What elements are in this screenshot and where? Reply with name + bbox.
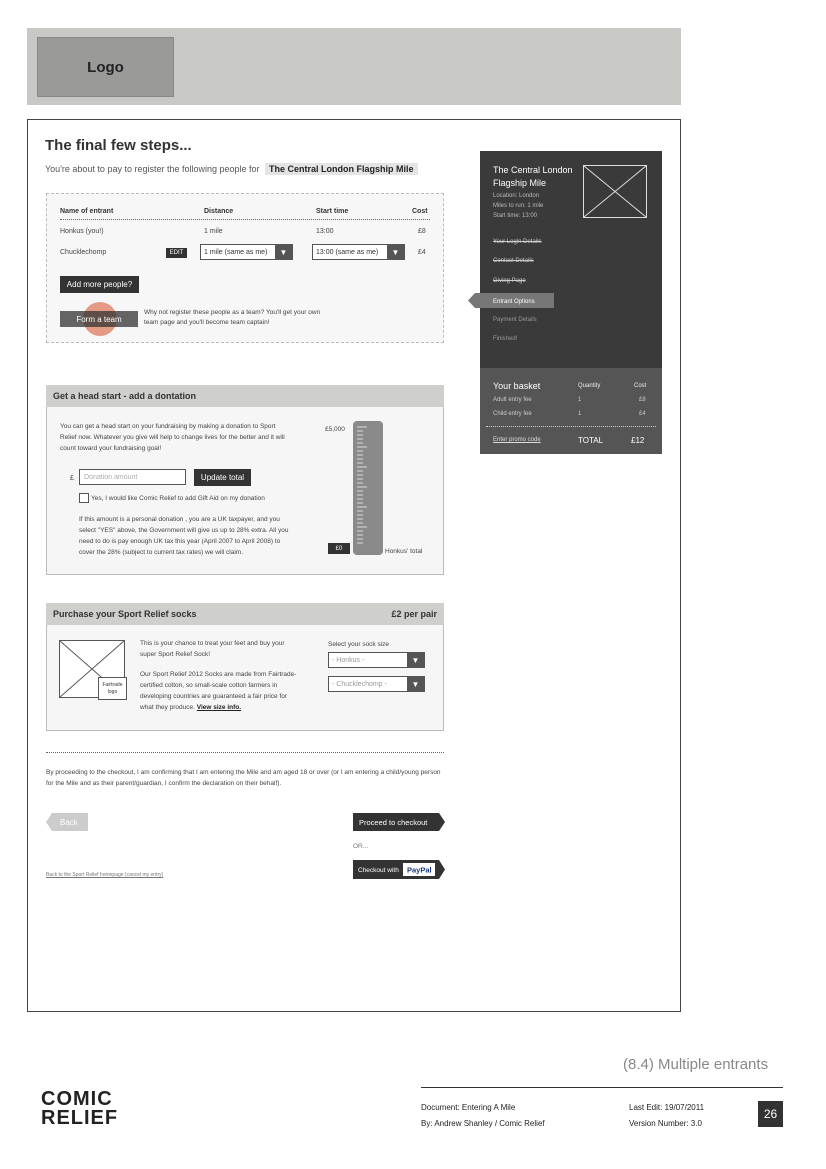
- column-header-cost: Cost: [412, 208, 428, 215]
- basket-divider: [486, 426, 656, 427]
- sidebar-step-payment: Payment Details: [493, 317, 537, 323]
- sock-size-select-honkus[interactable]: [328, 652, 425, 668]
- update-total-button[interactable]: Update total: [194, 469, 251, 486]
- image-placeholder-icon: [584, 166, 646, 217]
- checkout-divider: [46, 752, 444, 753]
- basket-item-cost: £8: [639, 397, 646, 403]
- start-time-select[interactable]: [312, 244, 405, 260]
- gift-aid-checkbox[interactable]: [79, 493, 89, 503]
- socks-heading: Purchase your Sport Relief socks: [53, 609, 197, 619]
- thermometer-current-tag: £0: [328, 543, 350, 554]
- table-divider: [60, 219, 430, 220]
- thermometer-ticks: [353, 421, 383, 555]
- entrant-distance: 1 mile: [204, 228, 223, 235]
- distance-value: 1 mile (same as me): [204, 248, 268, 256]
- comic-relief-logo: [41, 1090, 118, 1128]
- donation-heading: Get a head start - add a dontation: [46, 385, 444, 407]
- entrant-name: Chucklechomp: [60, 249, 107, 256]
- sidebar-miles: Miles to run: 1 mile: [493, 203, 544, 209]
- proceed-label: Proceed to checkout: [359, 818, 428, 827]
- document-name: Document: Entering A Mile: [421, 1103, 516, 1112]
- basket-quantity-header: Quantity: [578, 383, 601, 389]
- section-title: (8.4) Multiple entrants: [623, 1056, 769, 1073]
- view-size-link[interactable]: View size info.: [196, 704, 242, 711]
- basket-item-name: Child entry fee: [493, 411, 532, 417]
- chevron-down-icon: ▼: [387, 245, 404, 259]
- basket-title: Your basket: [493, 381, 541, 391]
- brand-line-1: COMIC: [41, 1088, 113, 1110]
- homepage-link[interactable]: Back to the Sport Relief homepage (cancel my entry): [46, 872, 164, 878]
- basket-item-qty: 1: [578, 411, 582, 417]
- basket-item-name: Adult entry fee: [493, 397, 532, 403]
- gift-aid-note: If this amount is a personal donation , you are a UK taxpayer, and you select "YES" above, the Government will give us up to 28% extra. All you need to do is pay enough UK tax this year (April 2007 to April 2008) to cover the 28% (subject to current tax rates) we will claim.: [79, 516, 289, 556]
- column-header-distance: Distance: [204, 208, 234, 215]
- basket-cost-header: Cost: [634, 383, 647, 389]
- basket-item-cost: £4: [639, 411, 646, 417]
- sidebar-location: Location: London: [493, 193, 540, 199]
- distance-select[interactable]: [200, 244, 293, 260]
- socks-intro: This is your chance to treat your feet and buy your super Sport Relief Sock!: [140, 640, 285, 658]
- donation-description: You can get a head start on your fundraising by making a donation to Sport Relief now. Whatever you give will help to change lives for the better and it will count toward your fundraising goal!: [60, 423, 285, 452]
- entrant-cost: £4: [418, 249, 426, 256]
- basket-item-qty: 1: [578, 397, 582, 403]
- column-header-start: Start time: [316, 208, 349, 215]
- fairtrade-logo-placeholder: Fairtrade logo: [98, 677, 127, 700]
- currency-symbol: £: [70, 475, 74, 482]
- chevron-down-icon: ▼: [407, 653, 424, 667]
- paypal-logo: PayPal: [407, 865, 432, 875]
- event-name: The Central London Flagship Mile: [265, 163, 418, 175]
- entrant-name: Honkus (you!): [60, 228, 104, 235]
- page-number: 26: [758, 1101, 783, 1127]
- start-time-value: 13:00 (same as me): [316, 248, 379, 256]
- logo-placeholder[interactable]: [37, 37, 174, 97]
- socks-price: £2 per pair: [391, 609, 437, 619]
- thermometer-max-label: £5,000: [325, 426, 345, 433]
- promo-code-link[interactable]: Enter promo code: [493, 437, 541, 443]
- page-title: The final few steps...: [45, 137, 192, 154]
- thermometer-gauge: [353, 421, 383, 555]
- proceed-to-checkout-button[interactable]: [353, 813, 445, 831]
- paypal-checkout-button[interactable]: [353, 860, 445, 879]
- team-text: Why not register these people as a team? You'll get your own team page and you'll become team captain!: [144, 309, 321, 326]
- sidebar-step-finished: Finished!: [493, 336, 518, 342]
- sock-size-value: - Honkus -: [332, 656, 365, 664]
- sidebar-step-giving[interactable]: Giving Page: [493, 278, 526, 284]
- sidebar-step-login[interactable]: Your Login Details: [493, 239, 542, 245]
- intro-label: You're about to pay to register the following people for: [45, 164, 260, 174]
- last-edit: Last Edit: 19/07/2011: [629, 1103, 705, 1112]
- sock-size-label: Select your sock size: [328, 641, 390, 648]
- brand-line-2: RELIEF: [41, 1107, 119, 1129]
- chevron-down-icon: ▼: [407, 677, 424, 691]
- sock-size-value: - Chucklechomp -: [332, 680, 387, 688]
- socks-description-text: Our Sport Relief 2012 Socks are made from Fairtrade-certified cotton, so small-scale cotton farmers in developing countries are guaranteed a fair price for what they produce.: [140, 671, 297, 711]
- sidebar-step-current[interactable]: [468, 293, 554, 308]
- socks-description: [140, 669, 300, 713]
- socks-heading-bar: [46, 603, 444, 625]
- sidebar-step-contact[interactable]: Contact Details: [493, 258, 534, 264]
- sidebar-step-entrant: Entrant Options: [493, 299, 535, 305]
- column-header-name: Name of entrant: [60, 208, 114, 215]
- document-author: By: Andrew Shanley / Comic Relief: [421, 1119, 545, 1128]
- thermometer-owner-label: Honkus' total: [385, 548, 423, 555]
- entrant-start: 13:00: [316, 228, 334, 235]
- version-number: Version Number: 3.0: [629, 1119, 702, 1128]
- checkout-with-label: Checkout with: [358, 867, 399, 874]
- sidebar-start-time: Start time: 13:00: [493, 213, 538, 219]
- chevron-down-icon: ▼: [275, 245, 292, 259]
- gift-aid-label: Yes, I would like Comic Relief to add Gift Aid on my donation: [91, 495, 265, 502]
- logo-label: Logo: [87, 58, 124, 76]
- or-text: OR...: [353, 843, 369, 850]
- declaration-text: By proceeding to the checkout, I am confirming that I am entering the Mile and am aged 18 or over (or I am entering a child/young person for the Mile and as their parent/guardian, I confirm the declaration on their behalf).: [46, 769, 441, 787]
- entrant-cost: £8: [418, 228, 426, 235]
- add-more-people-button[interactable]: Add more people?: [60, 276, 139, 293]
- footer-divider: [421, 1087, 783, 1088]
- back-label: Back: [60, 818, 78, 827]
- back-button[interactable]: [46, 813, 88, 831]
- edit-entrant-button[interactable]: EDIT: [166, 248, 187, 258]
- sock-size-select-chucklechomp[interactable]: [328, 676, 425, 692]
- basket-total-label: TOTAL: [578, 436, 604, 445]
- intro-text: [45, 164, 418, 174]
- form-team-button[interactable]: Form a team: [60, 311, 138, 327]
- event-image-placeholder: [583, 165, 647, 218]
- donation-amount-input[interactable]: Donation amount: [79, 469, 186, 485]
- sidebar-event-title: The Central London Flagship Mile: [493, 165, 573, 188]
- basket-total-value: £12: [631, 436, 645, 445]
